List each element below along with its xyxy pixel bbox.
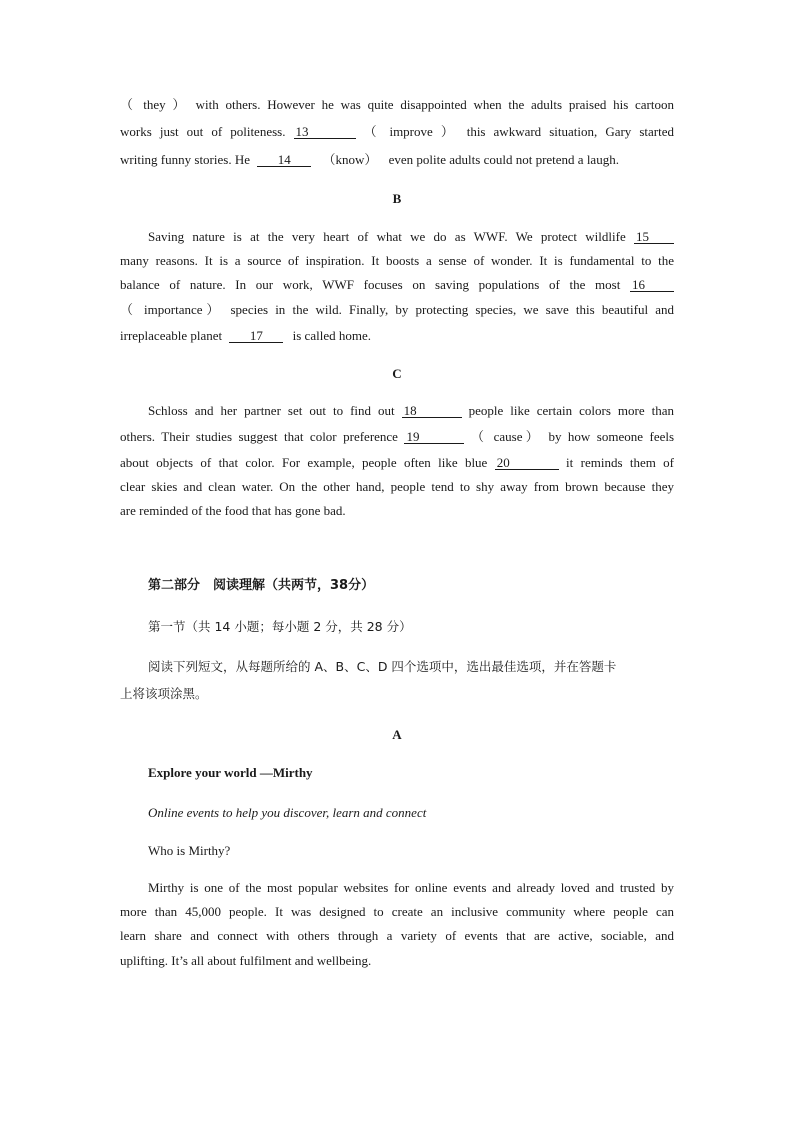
answer-blank-14: 14 bbox=[257, 153, 311, 167]
paragraph-line: Mirthy is one of the most popular websites for online events and already loved and trusted by bbox=[148, 880, 674, 895]
text-run: with others. However he was quite disappointed when the adults praised his cartoon bbox=[195, 97, 674, 112]
paragraph-line: clear skies and clean water. On the other hand, people tend to shy away from brown because they bbox=[120, 479, 674, 494]
text-run: Saving nature is at the very heart of what we do as WWF. We protect wildlife bbox=[148, 229, 626, 244]
article-subtitle: Online events to help you discover, learn and connect bbox=[148, 805, 427, 820]
paragraph-line bbox=[120, 328, 674, 344]
paragraph-line: learn share and connect with others through a variety of events that are active, sociable, and bbox=[120, 928, 674, 943]
paragraph-line: many reasons. It is a source of inspiration. It boosts a sense of wonder. It is fundamental to the bbox=[120, 253, 674, 268]
section-heading-b: B bbox=[392, 191, 402, 206]
subsection-title: 第一节（共 14 小题；每小题 2 分，共 28 分） bbox=[148, 619, 412, 634]
paragraph-line: more than 45,000 people. It was designed to create an inclusive community where people can bbox=[120, 904, 674, 919]
answer-blank-13: 13 bbox=[294, 125, 356, 139]
answer-blank-18: 18 bbox=[402, 404, 462, 418]
text-run: irreplaceable planet bbox=[120, 328, 223, 343]
paragraph-line bbox=[148, 229, 674, 245]
article-title: Explore your world —Mirthy bbox=[148, 765, 313, 780]
instruction-line: 阅读下列短文，从每题所给的 A、B、C、D 四个选项中，选出最佳选项，并在答题卡 bbox=[148, 659, 617, 674]
paragraph-line bbox=[120, 152, 674, 168]
paragraph-line: uplifting. It’s all about fulfilment and wellbeing. bbox=[120, 953, 372, 968]
text-run: others. Their studies suggest that color preference bbox=[120, 429, 398, 444]
answer-blank-16: 16 bbox=[630, 278, 674, 292]
text-run: this awkward situation, Gary started bbox=[466, 124, 675, 139]
text-run: works just out of politeness. bbox=[120, 124, 286, 139]
paragraph-line bbox=[120, 302, 674, 318]
answer-blank-17: 17 bbox=[229, 329, 283, 343]
hint-text: （ they ） bbox=[120, 97, 189, 112]
answer-blank-20: 20 bbox=[495, 456, 559, 470]
instruction-line: 上将该项涂黑。 bbox=[120, 686, 208, 701]
paragraph-line bbox=[120, 277, 674, 293]
paragraph-line bbox=[120, 429, 674, 445]
text-run: people like certain colors more than bbox=[468, 403, 674, 418]
text-run: Schloss and her partner set out to find out bbox=[148, 403, 395, 418]
section-heading-a: A bbox=[392, 727, 402, 742]
text-run: writing funny stories. He bbox=[120, 152, 250, 167]
paragraph-line bbox=[120, 97, 674, 113]
paragraph-line bbox=[120, 124, 674, 140]
text-run: is called home. bbox=[292, 328, 371, 343]
part-title: 第二部分 阅读理解（共两节，38分） bbox=[148, 578, 375, 593]
paragraph-line bbox=[148, 403, 674, 419]
hint-text: （ cause） bbox=[470, 429, 542, 444]
text-run: balance of nature. In our work, WWF focuses on saving populations of the most bbox=[120, 277, 621, 292]
hint-text: （ improve ） bbox=[363, 124, 459, 139]
answer-blank-15: 15 bbox=[634, 230, 674, 244]
text-run: about objects of that color. For example, people often like blue bbox=[120, 455, 488, 470]
text-run: even polite adults could not pretend a laugh. bbox=[388, 152, 619, 167]
section-heading-c: C bbox=[392, 366, 402, 381]
hint-text: （know） bbox=[322, 152, 378, 167]
article-question: Who is Mirthy? bbox=[148, 843, 231, 858]
text-run: it reminds them of bbox=[566, 455, 675, 470]
text-run: by how someone feels bbox=[548, 429, 675, 444]
text-run: species in the wild. Finally, by protecting species, we save this beautiful and bbox=[230, 302, 674, 317]
hint-text: （ importance） bbox=[120, 302, 224, 317]
paragraph-line: are reminded of the food that has gone bad. bbox=[120, 503, 346, 518]
answer-blank-19: 19 bbox=[404, 430, 464, 444]
paragraph-line bbox=[120, 455, 674, 471]
